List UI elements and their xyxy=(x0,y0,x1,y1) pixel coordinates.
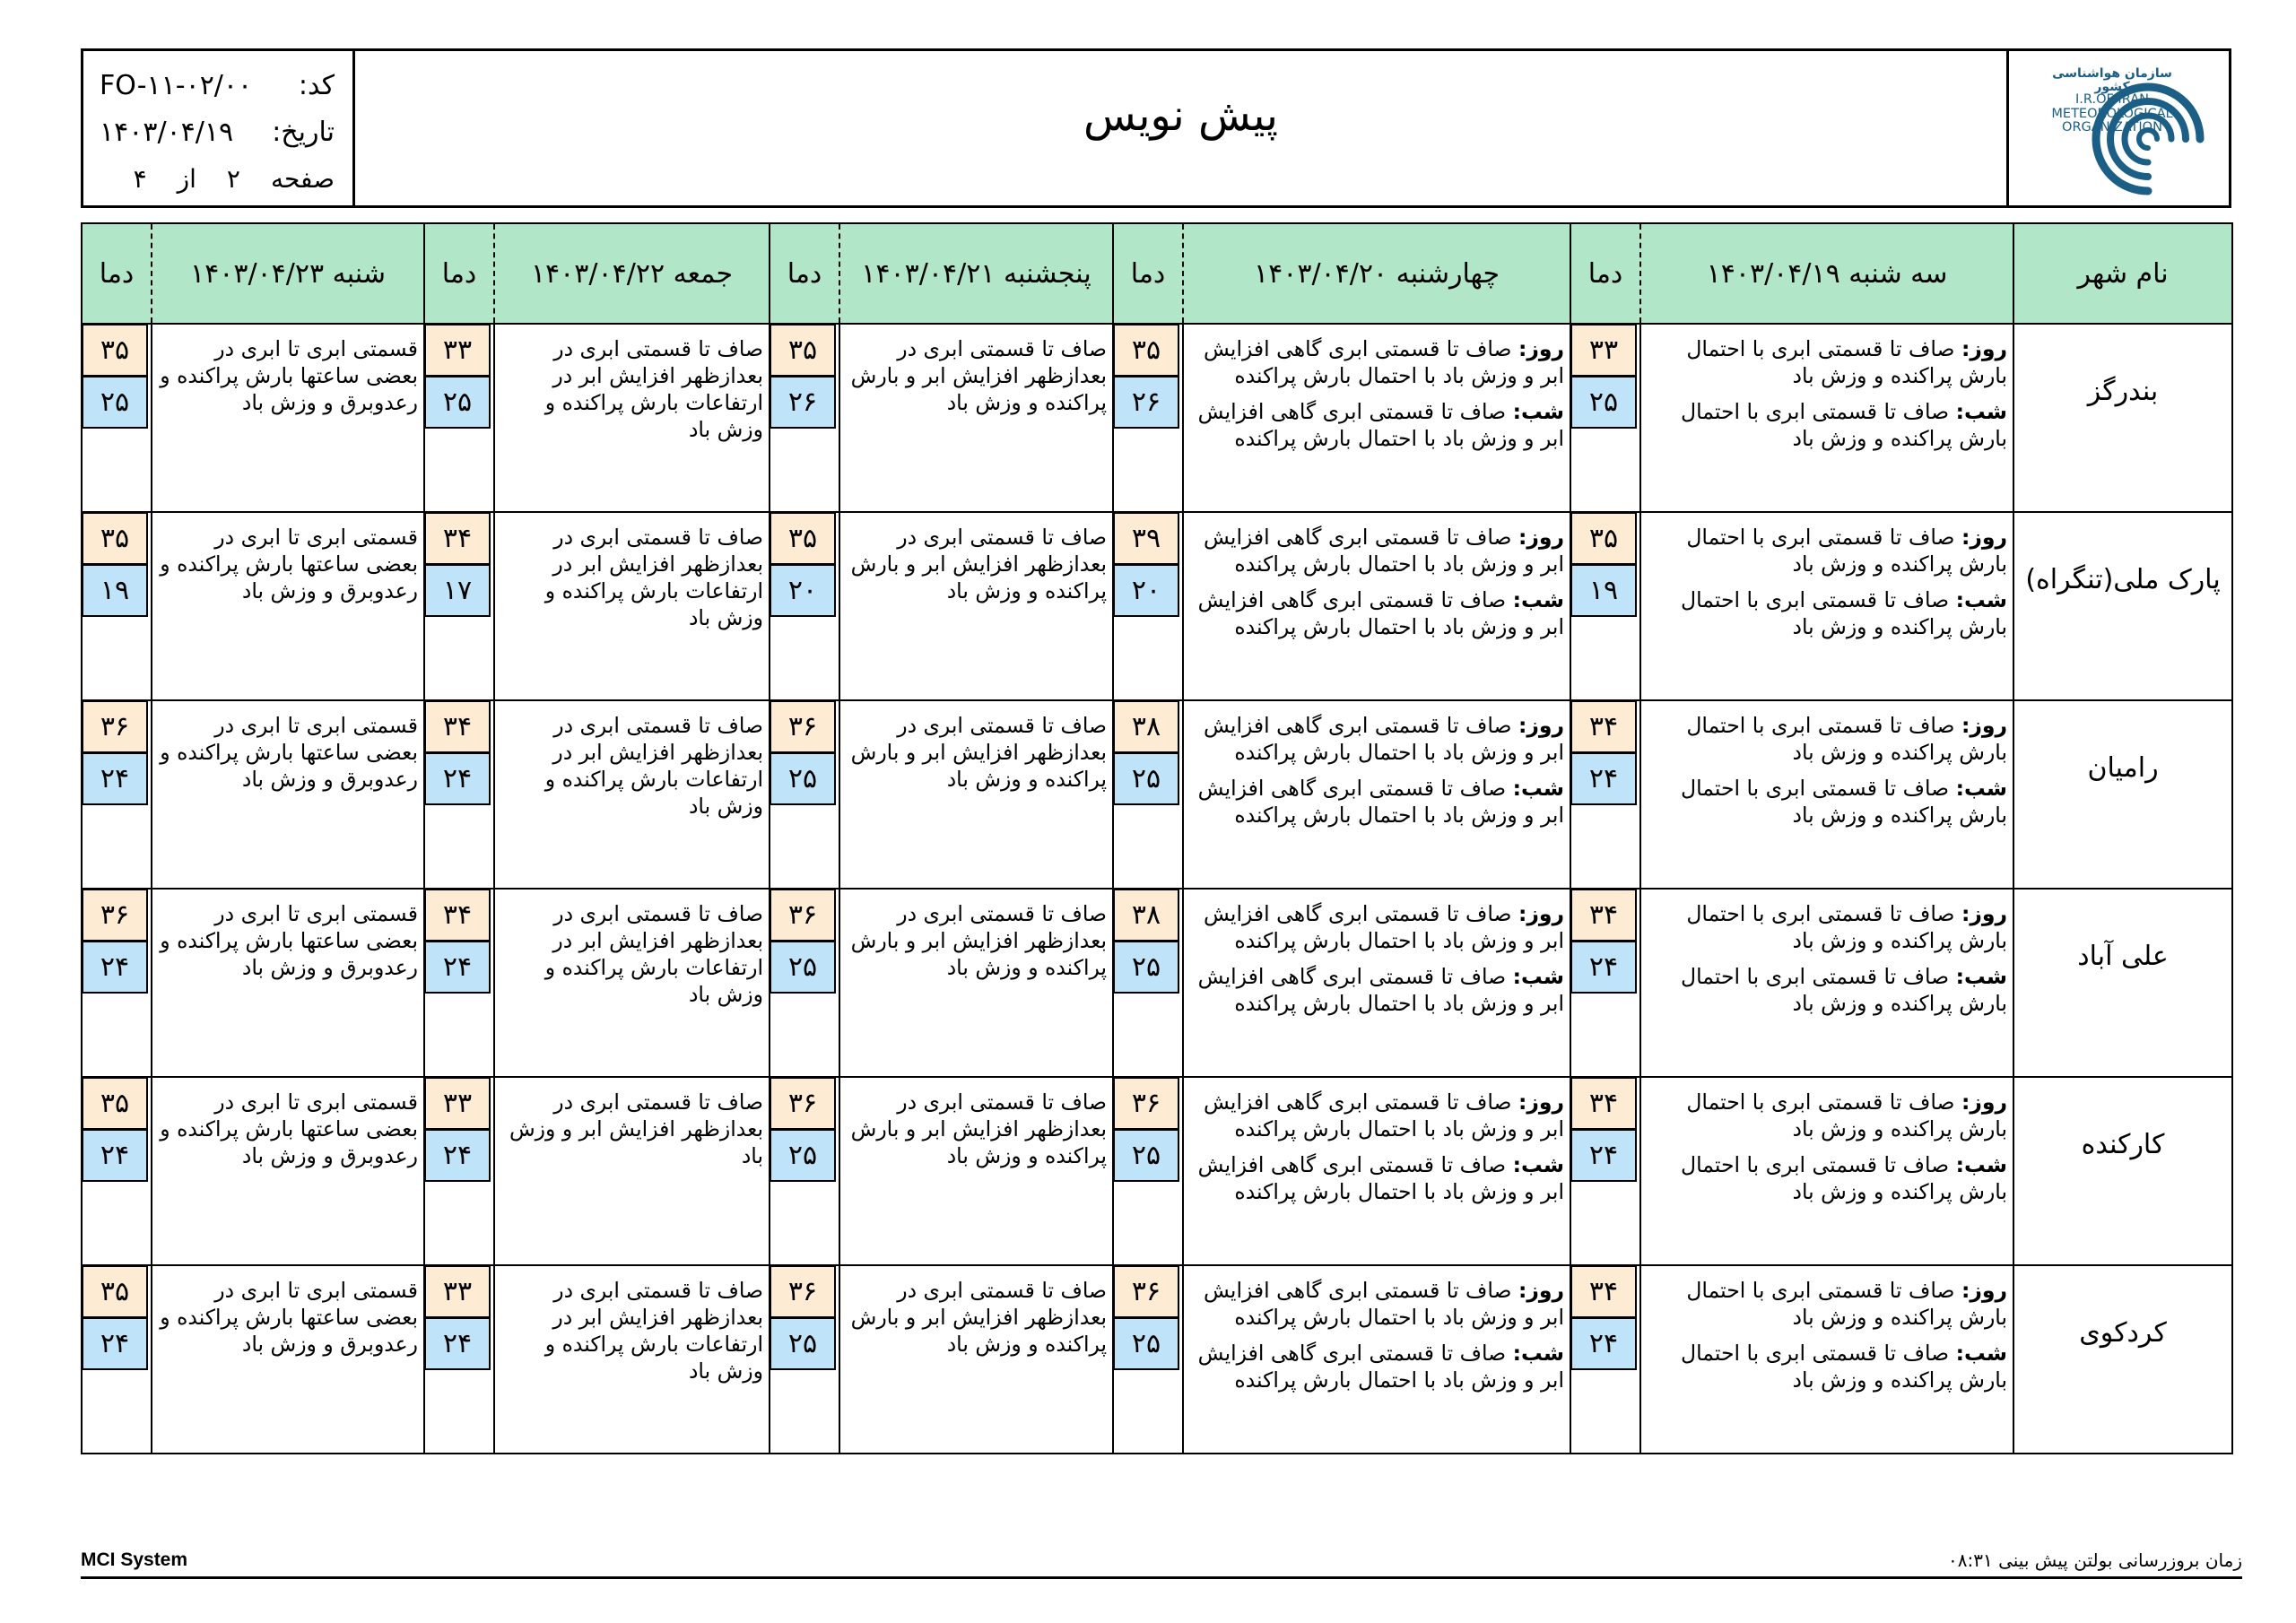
day-forecast-text: صاف تا قسمتی ابری با احتمال بارش پراکنده و وزش باد xyxy=(1686,336,2007,389)
night-forecast xyxy=(1187,398,1564,452)
min-temperature: ۲۴ xyxy=(424,752,491,805)
day-label: روز: xyxy=(1961,336,2007,361)
min-temperature: ۲۵ xyxy=(1113,752,1179,805)
forecast-description xyxy=(1183,700,1570,889)
forecast-text: صاف تا قسمتی ابری در بعدازظهر افزایش ابر در ارتفاعات بارش پراکنده و وزش باد xyxy=(544,713,763,820)
forecast-description xyxy=(839,889,1113,1077)
max-temperature: ۳۵ xyxy=(82,1265,148,1318)
min-temperature: ۲۴ xyxy=(1570,1317,1637,1370)
min-temperature: ۲۵ xyxy=(1570,376,1637,429)
night-forecast xyxy=(1645,963,2007,1017)
min-temperature: ۲۴ xyxy=(1570,1129,1637,1182)
day-forecast xyxy=(1187,712,1564,766)
day-forecast xyxy=(1645,1089,2007,1142)
night-label: شب: xyxy=(1512,1341,1564,1367)
min-temperature: ۲۵ xyxy=(424,376,491,429)
forecast-description xyxy=(152,889,424,1077)
max-temperature: ۳۵ xyxy=(770,512,836,565)
forecast-description xyxy=(494,700,770,889)
forecast-text: صاف تا قسمتی ابری در بعدازظهر افزایش ابر در ارتفاعات بارش پراکنده و وزش باد xyxy=(544,336,763,443)
min-temperature: ۲۵ xyxy=(82,376,148,429)
temperature-cell xyxy=(1113,512,1183,700)
temp-column-header: دما xyxy=(424,223,494,324)
date-label: تاریخ: xyxy=(272,116,335,148)
min-temperature: ۲۴ xyxy=(424,1129,491,1182)
temperature-cell xyxy=(82,889,152,1077)
temperature-cell xyxy=(770,1265,839,1454)
min-temperature: ۲۴ xyxy=(82,1317,148,1370)
min-temperature: ۲۵ xyxy=(770,1317,836,1370)
temperature-cell xyxy=(82,1265,152,1454)
night-forecast xyxy=(1645,586,2007,640)
forecast-description xyxy=(839,1265,1113,1454)
day-forecast-text: صاف تا قسمتی ابری با احتمال بارش پراکنده و وزش باد xyxy=(1686,1089,2007,1142)
day-label: روز: xyxy=(1518,1278,1564,1303)
day-column-header: جمعه ۱۴۰۳/۰۴/۲۲ xyxy=(494,223,770,324)
forecast-description xyxy=(494,889,770,1077)
min-temperature: ۱۹ xyxy=(1570,564,1637,617)
table-row xyxy=(82,889,2232,1077)
day-label: روز: xyxy=(1518,1089,1564,1115)
temperature-cell xyxy=(424,1265,494,1454)
page-footer xyxy=(81,1544,2242,1579)
forecast-text: صاف تا قسمتی ابری در بعدازظهر افزایش ابر و بارش پراکنده و وزش باد xyxy=(850,525,1107,604)
min-temperature: ۲۴ xyxy=(82,1129,148,1182)
logo-text-fa: سازمان هواشناسی کشور xyxy=(2052,66,2172,94)
max-temperature: ۳۶ xyxy=(770,1077,836,1130)
min-temperature: ۲۴ xyxy=(424,941,491,994)
forecast-description xyxy=(494,1077,770,1265)
day-column-header: شنبه ۱۴۰۳/۰۴/۲۳ xyxy=(152,223,424,324)
day-column-header: پنجشنبه ۱۴۰۳/۰۴/۲۱ xyxy=(839,223,1113,324)
page-current: ۲ xyxy=(226,163,240,194)
forecast-text: قسمتی ابری تا ابری در بعضی ساعتها بارش پراکنده و رعدوبرق و وزش باد xyxy=(160,1278,418,1358)
day-forecast xyxy=(1645,900,2007,954)
night-forecast xyxy=(1187,775,1564,829)
night-forecast-text: صاف تا قسمتی ابری با احتمال بارش پراکنده و وزش باد xyxy=(1681,964,2007,1017)
code-value: FO-۱۱-۰۲/۰۰ xyxy=(100,69,253,101)
table-row xyxy=(82,700,2232,889)
temp-column-header: دما xyxy=(1570,223,1640,324)
min-temperature: ۲۴ xyxy=(424,1317,491,1370)
day-forecast-text: صاف تا قسمتی ابری گاهی افزایش ابر و وزش باد با احتمال بارش پراکنده xyxy=(1203,1278,1564,1331)
temperature-cell xyxy=(770,324,839,512)
day-column-header: چهارشنبه ۱۴۰۳/۰۴/۲۰ xyxy=(1183,223,1570,324)
temperature-cell xyxy=(1570,889,1640,1077)
forecast-description xyxy=(494,1265,770,1454)
max-temperature: ۳۶ xyxy=(82,700,148,753)
day-label: روز: xyxy=(1961,713,2007,738)
night-label: شب: xyxy=(1955,587,2007,613)
forecast-text: صاف تا قسمتی ابری در بعدازظهر افزایش ابر و بارش پراکنده و وزش باد xyxy=(850,1278,1107,1358)
temperature-cell xyxy=(82,1077,152,1265)
forecast-description xyxy=(152,1265,424,1454)
forecast-description xyxy=(1640,324,2013,512)
max-temperature: ۳۴ xyxy=(1570,889,1637,942)
forecast-description xyxy=(494,512,770,700)
day-forecast-text: صاف تا قسمتی ابری با احتمال بارش پراکنده و وزش باد xyxy=(1686,525,2007,577)
forecast-description xyxy=(839,512,1113,700)
min-temperature: ۲۵ xyxy=(770,941,836,994)
forecast-text: قسمتی ابری تا ابری در بعضی ساعتها بارش پراکنده و رعدوبرق و وزش باد xyxy=(160,1089,418,1169)
day-forecast-text: صاف تا قسمتی ابری گاهی افزایش ابر و وزش باد با احتمال بارش پراکنده xyxy=(1203,525,1564,577)
forecast-description xyxy=(1183,1077,1570,1265)
logo-text-en-2: METEOROLOGICAL xyxy=(2051,106,2173,121)
temperature-cell xyxy=(770,1077,839,1265)
temperature-cell xyxy=(770,889,839,1077)
city-name: پارک ملی(تنگراه) xyxy=(2013,512,2232,700)
max-temperature: ۳۹ xyxy=(1113,512,1179,565)
table-row xyxy=(82,324,2232,512)
forecast-text: صاف تا قسمتی ابری در بعدازظهر افزایش ابر و وزش باد xyxy=(509,1089,763,1169)
day-label: روز: xyxy=(1518,525,1564,550)
night-forecast xyxy=(1645,1151,2007,1205)
temperature-cell xyxy=(770,700,839,889)
temperature-cell xyxy=(1113,1265,1183,1454)
night-forecast xyxy=(1187,1340,1564,1393)
forecast-text: صاف تا قسمتی ابری در بعدازظهر افزایش ابر در ارتفاعات بارش پراکنده و وزش باد xyxy=(544,901,763,1008)
forecast-text: قسمتی ابری تا ابری در بعضی ساعتها بارش پراکنده و رعدوبرق و وزش باد xyxy=(160,336,418,416)
logo-text-en-3: ORGANIZATION xyxy=(2062,119,2162,135)
temperature-cell xyxy=(1113,324,1183,512)
night-forecast xyxy=(1187,586,1564,640)
night-forecast xyxy=(1645,1340,2007,1393)
update-time: ۰۸:۳۱ xyxy=(1948,1549,1993,1571)
day-label: روز: xyxy=(1961,901,2007,926)
day-forecast xyxy=(1187,524,1564,577)
day-forecast-text: صاف تا قسمتی ابری با احتمال بارش پراکنده و وزش باد xyxy=(1686,713,2007,766)
day-label: روز: xyxy=(1518,713,1564,738)
night-label: شب: xyxy=(1512,1152,1564,1178)
date-row xyxy=(100,108,335,155)
temperature-cell xyxy=(424,324,494,512)
forecast-description xyxy=(152,324,424,512)
forecast-table xyxy=(81,222,2233,1454)
night-label: شب: xyxy=(1955,1341,2007,1367)
temp-column-header: دما xyxy=(1113,223,1183,324)
max-temperature: ۳۶ xyxy=(1113,1265,1179,1318)
day-forecast-text: صاف تا قسمتی ابری گاهی افزایش ابر و وزش باد با احتمال بارش پراکنده xyxy=(1203,336,1564,389)
temperature-cell xyxy=(1570,700,1640,889)
min-temperature: ۲۵ xyxy=(770,1129,836,1182)
min-temperature: ۲۰ xyxy=(1113,564,1179,617)
forecast-text: قسمتی ابری تا ابری در بعضی ساعتها بارش پراکنده و رعدوبرق و وزش باد xyxy=(160,713,418,793)
temp-column-header: دما xyxy=(770,223,839,324)
temperature-cell xyxy=(424,700,494,889)
page-of-label: از xyxy=(177,163,196,194)
forecast-description xyxy=(1183,512,1570,700)
city-name: کردکوی xyxy=(2013,1265,2232,1454)
min-temperature: ۲۴ xyxy=(1570,752,1637,805)
forecast-text: صاف تا قسمتی ابری در بعدازظهر افزایش ابر در ارتفاعات بارش پراکنده و وزش باد xyxy=(544,525,763,631)
day-forecast xyxy=(1645,335,2007,389)
min-temperature: ۲۴ xyxy=(82,941,148,994)
night-forecast-text: صاف تا قسمتی ابری گاهی افزایش ابر و وزش باد با احتمال بارش پراکنده xyxy=(1197,587,1564,640)
day-column-header: سه شنبه ۱۴۰۳/۰۴/۱۹ xyxy=(1640,223,2013,324)
min-temperature: ۲۶ xyxy=(770,376,836,429)
temperature-cell xyxy=(1113,889,1183,1077)
update-time-text xyxy=(1948,1549,2242,1571)
day-forecast xyxy=(1645,712,2007,766)
night-forecast-text: صاف تا قسمتی ابری با احتمال بارش پراکنده و وزش باد xyxy=(1681,1341,2007,1393)
temp-column-header: دما xyxy=(82,223,152,324)
max-temperature: ۳۳ xyxy=(424,1265,491,1318)
logo-text xyxy=(2049,67,2175,135)
day-forecast xyxy=(1187,1089,1564,1142)
max-temperature: ۳۴ xyxy=(424,700,491,753)
forecast-description xyxy=(839,1077,1113,1265)
night-label: شب: xyxy=(1512,587,1564,613)
table-header-row xyxy=(82,223,2232,324)
day-forecast-text: صاف تا قسمتی ابری با احتمال بارش پراکنده و وزش باد xyxy=(1686,901,2007,954)
night-label: شب: xyxy=(1955,399,2007,425)
temperature-cell xyxy=(1570,1077,1640,1265)
min-temperature: ۲۴ xyxy=(1570,941,1637,994)
max-temperature: ۳۴ xyxy=(1570,1265,1637,1318)
max-temperature: ۳۵ xyxy=(770,324,836,377)
temperature-cell xyxy=(82,324,152,512)
logo-text-en-1: I.R.OF IRAN xyxy=(2075,92,2149,108)
day-forecast-text: صاف تا قسمتی ابری گاهی افزایش ابر و وزش باد با احتمال بارش پراکنده xyxy=(1203,901,1564,954)
temperature-cell xyxy=(1570,512,1640,700)
night-forecast-text: صاف تا قسمتی ابری گاهی افزایش ابر و وزش باد با احتمال بارش پراکنده xyxy=(1197,964,1564,1017)
max-temperature: ۳۸ xyxy=(1113,700,1179,753)
forecast-description xyxy=(1640,1265,2013,1454)
table-row xyxy=(82,1265,2232,1454)
night-forecast xyxy=(1187,1151,1564,1205)
night-forecast-text: صاف تا قسمتی ابری با احتمال بارش پراکنده و وزش باد xyxy=(1681,776,2007,829)
max-temperature: ۳۶ xyxy=(770,1265,836,1318)
min-temperature: ۲۵ xyxy=(1113,941,1179,994)
max-temperature: ۳۳ xyxy=(424,324,491,377)
forecast-description xyxy=(839,324,1113,512)
date-value: ۱۴۰۳/۰۴/۱۹ xyxy=(100,116,234,148)
max-temperature: ۳۶ xyxy=(770,889,836,942)
min-temperature: ۱۷ xyxy=(424,564,491,617)
max-temperature: ۳۵ xyxy=(1570,512,1637,565)
night-label: شب: xyxy=(1512,964,1564,990)
max-temperature: ۳۴ xyxy=(1570,1077,1637,1130)
logo-cell xyxy=(2006,51,2229,205)
temperature-cell xyxy=(82,512,152,700)
day-label: روز: xyxy=(1961,1278,2007,1303)
min-temperature: ۲۶ xyxy=(1113,376,1179,429)
night-label: شب: xyxy=(1512,399,1564,425)
forecast-description xyxy=(152,512,424,700)
night-forecast xyxy=(1645,775,2007,829)
day-forecast xyxy=(1645,1277,2007,1331)
forecast-description xyxy=(152,700,424,889)
night-label: شب: xyxy=(1955,1152,2007,1178)
forecast-description xyxy=(1640,512,2013,700)
min-temperature: ۲۰ xyxy=(770,564,836,617)
update-label: زمان بروزرسانی بولتن پیش بینی xyxy=(1998,1549,2242,1571)
forecast-description xyxy=(494,324,770,512)
temperature-cell xyxy=(424,512,494,700)
forecast-description xyxy=(152,1077,424,1265)
night-forecast-text: صاف تا قسمتی ابری با احتمال بارش پراکنده و وزش باد xyxy=(1681,1152,2007,1205)
temperature-cell xyxy=(424,1077,494,1265)
night-forecast-text: صاف تا قسمتی ابری گاهی افزایش ابر و وزش باد با احتمال بارش پراکنده xyxy=(1197,1152,1564,1205)
forecast-description xyxy=(1183,1265,1570,1454)
min-temperature: ۲۵ xyxy=(1113,1317,1179,1370)
night-label: شب: xyxy=(1955,964,2007,990)
night-forecast-text: صاف تا قسمتی ابری با احتمال بارش پراکنده و وزش باد xyxy=(1681,399,2007,452)
temperature-cell xyxy=(82,700,152,889)
max-temperature: ۳۴ xyxy=(424,512,491,565)
forecast-description xyxy=(1183,889,1570,1077)
max-temperature: ۳۵ xyxy=(82,1077,148,1130)
day-forecast xyxy=(1187,335,1564,389)
temperature-cell xyxy=(1570,324,1640,512)
document-meta xyxy=(83,51,355,205)
max-temperature: ۳۳ xyxy=(1570,324,1637,377)
city-name: کارکنده xyxy=(2013,1077,2232,1265)
max-temperature: ۳۶ xyxy=(1113,1077,1179,1130)
max-temperature: ۳۴ xyxy=(424,889,491,942)
night-label: شب: xyxy=(1955,776,2007,802)
max-temperature: ۳۶ xyxy=(770,700,836,753)
code-row xyxy=(100,62,335,108)
night-forecast xyxy=(1645,398,2007,452)
min-temperature: ۲۴ xyxy=(82,752,148,805)
max-temperature: ۳۸ xyxy=(1113,889,1179,942)
forecast-text: صاف تا قسمتی ابری در بعدازظهر افزایش ابر و بارش پراکنده و وزش باد xyxy=(850,1089,1107,1169)
day-label: روز: xyxy=(1518,901,1564,926)
max-temperature: ۳۵ xyxy=(82,324,148,377)
day-forecast-text: صاف تا قسمتی ابری گاهی افزایش ابر و وزش باد با احتمال بارش پراکنده xyxy=(1203,1089,1564,1142)
min-temperature: ۲۵ xyxy=(1113,1129,1179,1182)
forecast-text: صاف تا قسمتی ابری در بعدازظهر افزایش ابر و بارش پراکنده و وزش باد xyxy=(850,713,1107,793)
max-temperature: ۳۴ xyxy=(1570,700,1637,753)
forecast-description xyxy=(1640,889,2013,1077)
day-forecast-text: صاف تا قسمتی ابری با احتمال بارش پراکنده و وزش باد xyxy=(1686,1278,2007,1331)
city-name: علی آباد xyxy=(2013,889,2232,1077)
page-title: پیش نویس xyxy=(1083,91,1279,141)
table-row xyxy=(82,512,2232,700)
forecast-text: قسمتی ابری تا ابری در بعضی ساعتها بارش پراکنده و رعدوبرق و وزش باد xyxy=(160,901,418,981)
temperature-cell xyxy=(1113,1077,1183,1265)
city-column-header: نام شهر xyxy=(2013,223,2232,324)
page-label: صفحه xyxy=(270,163,335,194)
temperature-cell xyxy=(770,512,839,700)
day-label: روز: xyxy=(1518,336,1564,361)
night-forecast-text: صاف تا قسمتی ابری با احتمال بارش پراکنده و وزش باد xyxy=(1681,587,2007,640)
temperature-cell xyxy=(1570,1265,1640,1454)
day-label: روز: xyxy=(1961,525,2007,550)
day-forecast xyxy=(1187,1277,1564,1331)
forecast-text: قسمتی ابری تا ابری در بعضی ساعتها بارش پراکنده و رعدوبرق و وزش باد xyxy=(160,525,418,604)
city-name: رامیان xyxy=(2013,700,2232,889)
forecast-text: صاف تا قسمتی ابری در بعدازظهر افزایش ابر و بارش پراکنده و وزش باد xyxy=(850,901,1107,981)
day-forecast xyxy=(1187,900,1564,954)
forecast-text: صاف تا قسمتی ابری در بعدازظهر افزایش ابر در ارتفاعات بارش پراکنده و وزش باد xyxy=(544,1278,763,1384)
night-forecast-text: صاف تا قسمتی ابری گاهی افزایش ابر و وزش باد با احتمال بارش پراکنده xyxy=(1197,1341,1564,1393)
page-total: ۴ xyxy=(133,163,147,194)
max-temperature: ۳۵ xyxy=(82,512,148,565)
page-number-row xyxy=(100,155,335,202)
day-forecast-text: صاف تا قسمتی ابری گاهی افزایش ابر و وزش باد با احتمال بارش پراکنده xyxy=(1203,713,1564,766)
code-label: کد: xyxy=(298,69,335,101)
forecast-text: صاف تا قسمتی ابری در بعدازظهر افزایش ابر و بارش پراکنده و وزش باد xyxy=(850,336,1107,416)
table-row xyxy=(82,1077,2232,1265)
temperature-cell xyxy=(424,889,494,1077)
max-temperature: ۳۶ xyxy=(82,889,148,942)
temperature-cell xyxy=(1113,700,1183,889)
forecast-description xyxy=(1640,1077,2013,1265)
min-temperature: ۱۹ xyxy=(82,564,148,617)
max-temperature: ۳۵ xyxy=(1113,324,1179,377)
max-temperature: ۳۳ xyxy=(424,1077,491,1130)
forecast-description xyxy=(1183,324,1570,512)
city-name: بندرگز xyxy=(2013,324,2232,512)
system-name: MCI System xyxy=(81,1549,188,1570)
day-forecast xyxy=(1645,524,2007,577)
night-forecast-text: صاف تا قسمتی ابری گاهی افزایش ابر و وزش باد با احتمال بارش پراکنده xyxy=(1197,399,1564,452)
document-header xyxy=(81,48,2231,208)
day-label: روز: xyxy=(1961,1089,2007,1115)
night-forecast-text: صاف تا قسمتی ابری گاهی افزایش ابر و وزش باد با احتمال بارش پراکنده xyxy=(1197,776,1564,829)
night-forecast xyxy=(1187,963,1564,1017)
min-temperature: ۲۵ xyxy=(770,752,836,805)
night-label: شب: xyxy=(1512,776,1564,802)
forecast-description xyxy=(839,700,1113,889)
forecast-description xyxy=(1640,700,2013,889)
